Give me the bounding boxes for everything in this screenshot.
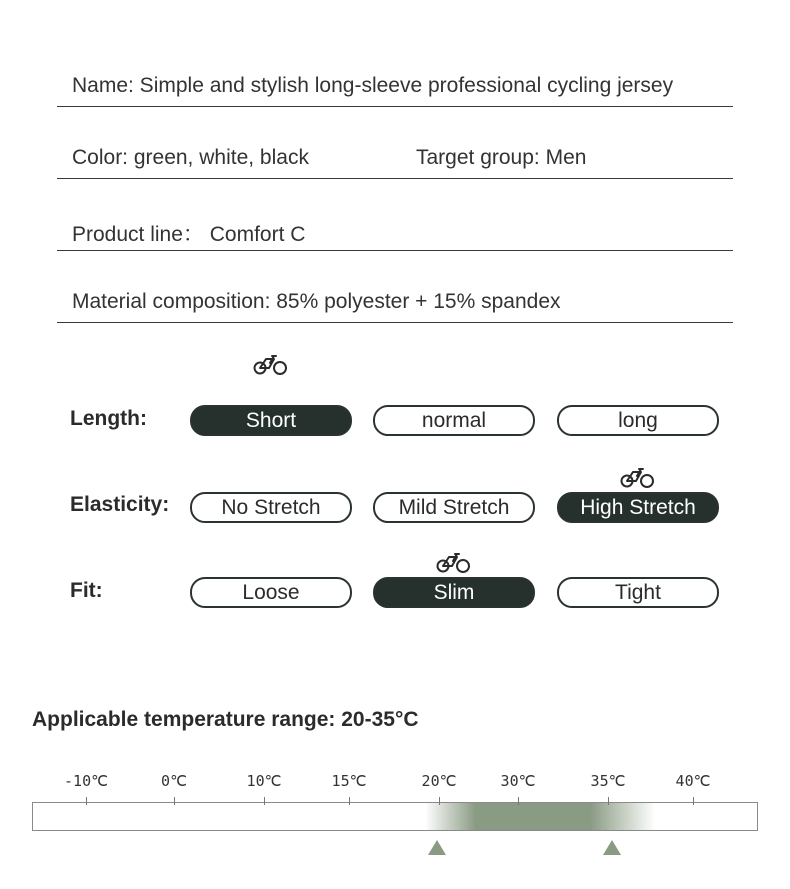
scale-tick <box>439 797 440 805</box>
scale-tick <box>349 797 350 805</box>
scale-tick <box>518 797 519 805</box>
divider <box>57 322 733 323</box>
length-option-normal[interactable]: normal <box>373 405 535 436</box>
elasticity-option-high-stretch[interactable]: High Stretch <box>557 492 719 523</box>
scale-label: -10℃ <box>64 772 108 790</box>
length-option-short[interactable]: Short <box>190 405 352 436</box>
length-option-long[interactable]: long <box>557 405 719 436</box>
scale-label: 20℃ <box>421 772 457 790</box>
length-label: Length: <box>70 407 147 430</box>
divider <box>57 106 733 107</box>
material-composition: Material composition: 85% polyester + 15% spandex <box>72 290 561 313</box>
cyclist-icon <box>620 466 656 488</box>
target-group: Target group: Men <box>416 146 587 169</box>
elasticity-option-mild-stretch[interactable]: Mild Stretch <box>373 492 535 523</box>
scale-tick <box>174 797 175 805</box>
elasticity-option-no-stretch[interactable]: No Stretch <box>190 492 352 523</box>
fit-option-tight[interactable]: Tight <box>557 577 719 608</box>
scale-tick <box>264 797 265 805</box>
scale-label: 35℃ <box>590 772 626 790</box>
product-name: Name: Simple and stylish long-sleeve professional cycling jersey <box>72 74 674 97</box>
divider <box>57 250 733 251</box>
temperature-range-title: Applicable temperature range: 20-35°C <box>32 708 419 731</box>
cyclist-icon <box>436 551 472 573</box>
range-start-marker <box>428 840 446 855</box>
temperature-range-fill <box>425 803 655 830</box>
fit-option-slim[interactable]: Slim <box>373 577 535 608</box>
scale-label: 15℃ <box>331 772 367 790</box>
scale-tick <box>86 797 87 805</box>
product-color: Color: green, white, black <box>72 146 309 169</box>
scale-label: 0℃ <box>161 772 187 790</box>
fit-label: Fit: <box>70 579 103 602</box>
cyclist-icon <box>253 353 289 375</box>
product-line: Product line： Comfort C <box>72 223 306 246</box>
scale-label: 10℃ <box>246 772 282 790</box>
elasticity-label: Elasticity: <box>70 493 170 516</box>
scale-tick <box>693 797 694 805</box>
temperature-bar <box>32 802 758 831</box>
fit-option-loose[interactable]: Loose <box>190 577 352 608</box>
scale-tick <box>608 797 609 805</box>
divider <box>57 178 733 179</box>
range-end-marker <box>603 840 621 855</box>
scale-label: 30℃ <box>500 772 536 790</box>
scale-label: 40℃ <box>675 772 711 790</box>
